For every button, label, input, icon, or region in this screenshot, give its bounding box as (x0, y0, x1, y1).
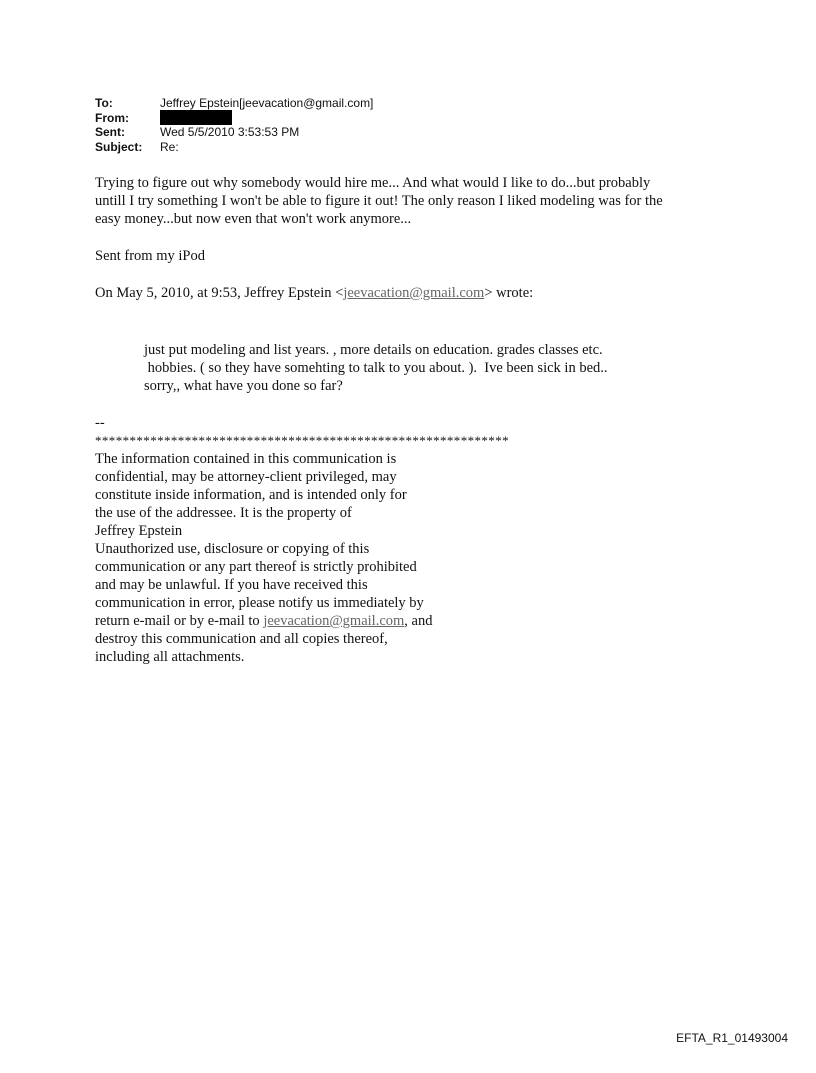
to-row (95, 96, 373, 111)
message-body (95, 174, 663, 228)
disclaimer-line: Unauthorized use, disclosure or copying of this (95, 541, 370, 557)
disclaimer-email-link[interactable]: jeevacation@gmail.com (263, 613, 405, 629)
disclaimer-line: The information contained in this communication is (95, 451, 397, 467)
quote-line: hobbies. ( so they have somehting to talk to you about. ). Ive been sick in bed.. (144, 360, 608, 376)
subject-value: Re: (160, 139, 179, 154)
body-line: easy money...but now even that won't work anymore... (95, 211, 412, 227)
subject-label: Subject: (95, 139, 143, 154)
quote-attribution (95, 285, 533, 302)
disclaimer-line: communication or any part thereof is strictly prohibited (95, 559, 417, 575)
disclaimer-line: confidential, may be attorney-client privileged, may (95, 469, 397, 485)
redaction-block (160, 110, 232, 125)
disclaimer-line: destroy this communication and all copies thereof, (95, 631, 388, 647)
email-header (95, 96, 373, 154)
body-line: Trying to figure out why somebody would hire me... And what would I like to do...but probably (95, 175, 651, 191)
signature-disclaimer (95, 414, 509, 666)
from-row (95, 111, 373, 126)
to-label: To: (95, 96, 113, 110)
disclaimer-line: constitute inside information, and is intended only for (95, 487, 407, 503)
body-line: untill I try something I won't be able to figure it out! The only reason I liked modeling was for the (95, 193, 663, 209)
document-id: EFTA_R1_01493004 (676, 1031, 788, 1045)
subject-row (95, 140, 373, 155)
disclaimer-line: and may be unlawful. If you have received this (95, 577, 368, 593)
signature-stars: ************************************************************ (95, 433, 509, 448)
email-link[interactable]: jeevacation@gmail.com (343, 285, 485, 301)
quote-line: just put modeling and list years. , more details on education. grades classes etc. (144, 342, 603, 358)
sent-from-line: Sent from my iPod (95, 248, 205, 264)
sent-value: Wed 5/5/2010 3:53:53 PM (160, 125, 300, 139)
disclaimer-line: Jeffrey Epstein (95, 523, 183, 539)
attribution-suffix: > wrote: (484, 285, 534, 301)
sent-row (95, 125, 373, 140)
disclaimer-line: communication in error, please notify us immediately by (95, 595, 424, 611)
disclaimer-line: the use of the addressee. It is the property of (95, 505, 352, 521)
quoted-message (144, 341, 608, 395)
attribution-prefix: On May 5, 2010, at 9:53, Jeffrey Epstein < (95, 285, 344, 301)
from-label: From: (95, 110, 129, 125)
email-suffix: , and (404, 613, 433, 629)
disclaimer-email-line (95, 612, 509, 630)
quote-line: sorry,, what have you done so far? (144, 378, 343, 394)
sent-label: Sent: (95, 125, 125, 139)
to-value: Jeffrey Epstein[jeevacation@gmail.com] (160, 96, 374, 110)
disclaimer-line: including all attachments. (95, 649, 245, 665)
email-prefix: return e-mail or by e-mail to (95, 613, 264, 629)
signature-dashes: -- (95, 415, 105, 431)
